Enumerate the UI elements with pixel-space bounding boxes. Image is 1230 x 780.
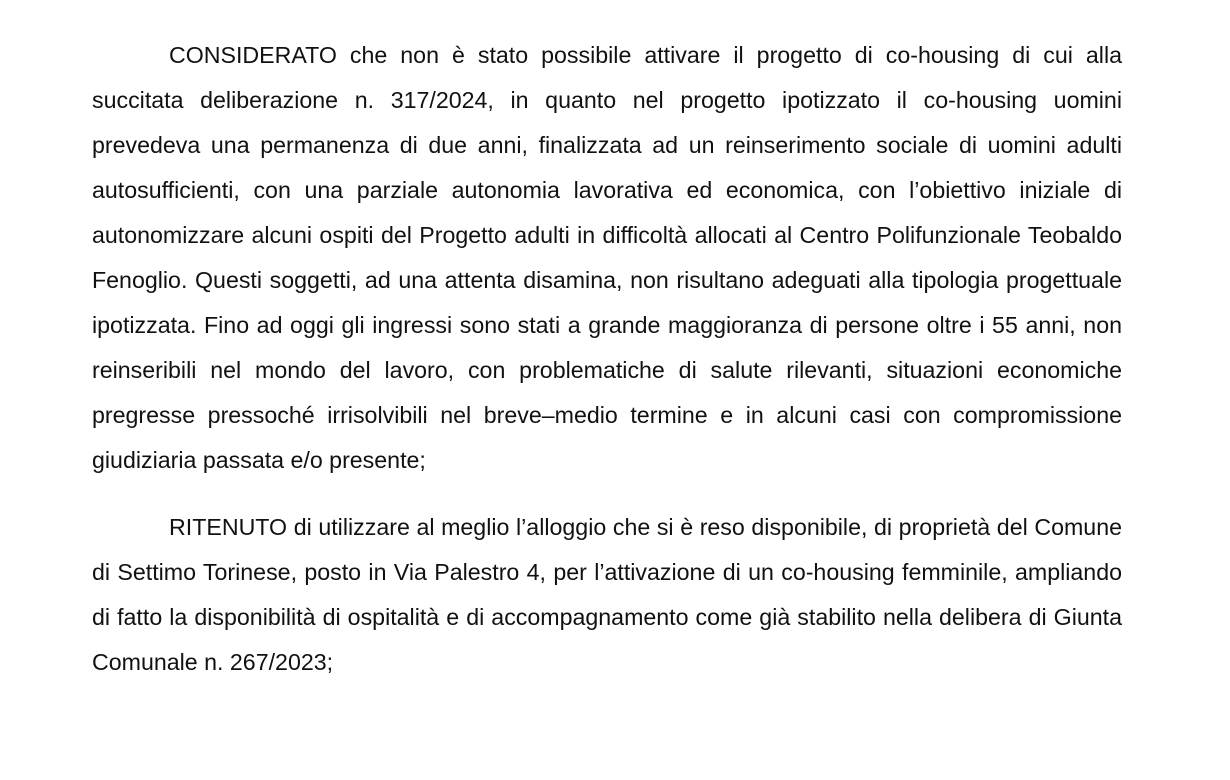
document-page — [92, 33, 1122, 685]
paragraph-considerato: CONSIDERATO che non è stato possibile attivare il progetto di co-housing di cui alla succitata deliberazione n. 317/2024, in quanto nel progetto ipotizzato il co-housing uomini prevedeva una permanenza di due anni, finalizzata ad un reinserimento sociale di uomini adulti autosufficienti, con una parziale autonomia lavorativa ed economica, con l’obiettivo iniziale di autonomizzare alcuni ospiti del Progetto adulti in difficoltà allocati al Centro Polifunzionale Teobaldo Fenoglio. Questi soggetti, ad una attenta disamina, non risultano adeguati alla tipologia progettuale ipotizzata. Fino ad oggi gli ingressi sono stati a grande maggioranza di persone oltre i 55 anni, non reinseribili nel mondo del lavoro, con problematiche di salute rilevanti, situazioni economiche pregresse pressoché irrisolvibili nel breve–medio termine e in alcuni casi con compromissione giudiziaria passata e/o presente; — [92, 42, 1122, 473]
paragraph-ritenuto: RITENUTO di utilizzare al meglio l’alloggio che si è reso disponibile, di proprietà del Comune di Settimo Torinese, posto in Via Palestro 4, per l’attivazione di un co-housing femminile, ampliando di fatto la disponibilità di ospitalità e di accompagnamento come già stabilito nella delibera di Giunta Comunale n. 267/2023; — [92, 514, 1122, 675]
